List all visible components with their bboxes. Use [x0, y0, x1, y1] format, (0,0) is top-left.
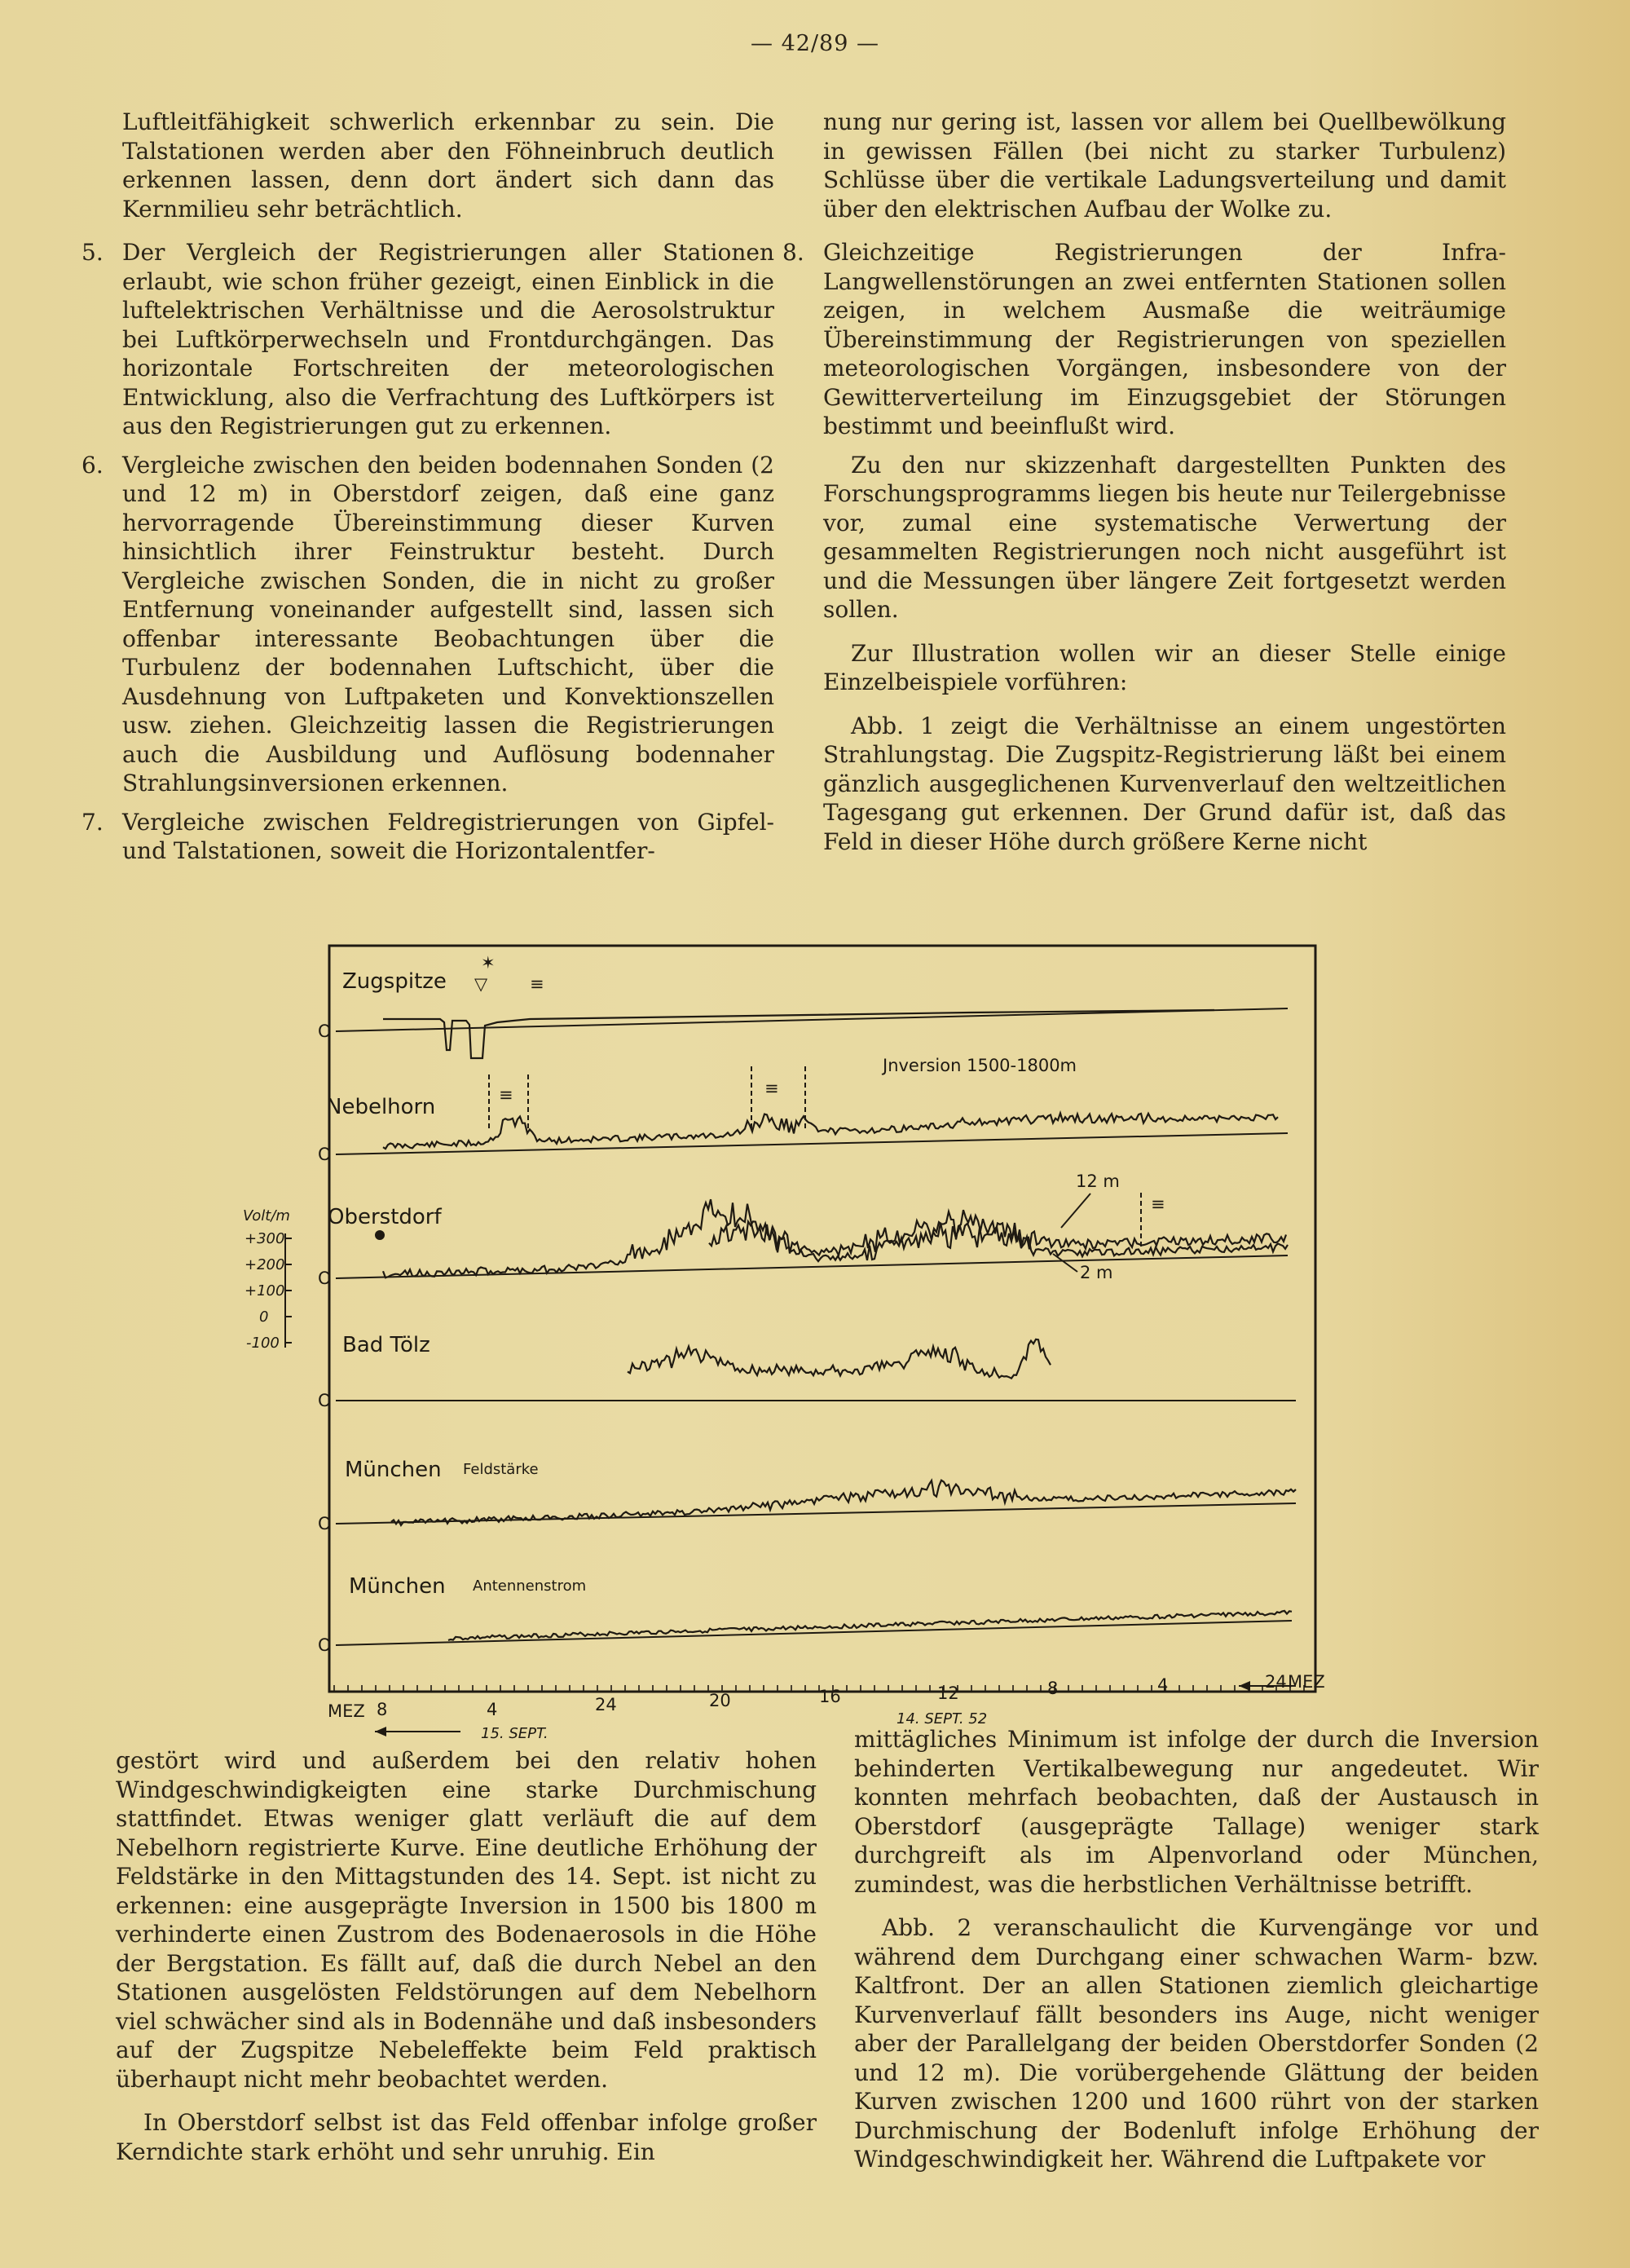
paragraph: Zur Illustration wollen wir an dieser Stelle einige Einzelbeispiele vorführen: [823, 639, 1506, 695]
list-number: 6. [82, 451, 104, 479]
x-axis-left-label: MEZ [328, 1701, 365, 1721]
paragraph-continuation: nung nur gering ist, lassen vor allem bei Quellbewölkung in gewissen Fällen (bei nicht zu starker Turbulenz) Schlüsse über die vertikale Ladungsverteilung und damit über den elektrischen Aufbau der Wolke zu. [823, 108, 1506, 223]
list-item-5 [82, 238, 774, 441]
rain-symbol [375, 1230, 385, 1240]
zero-marker: O [318, 1145, 332, 1164]
list-text: Der Vergleich der Registrierungen aller Stationen erlaubt, wie schon früher gezeigt, einen Einblick in die luftelektrischen Verhältnisse und die Aerosolstruktur bei Luftkörperwechseln und Frontdurchgängen. Das horizontale Fortschreiten der meteorologischen Entwicklung, also die Verfrachtung des Luftkörpers ist aus den Registrierungen gut zu erkennen. [122, 239, 774, 439]
x-tick-label: 24 [595, 1695, 617, 1714]
pointer-2m [1053, 1254, 1077, 1272]
list-number: 7. [82, 808, 104, 836]
date-label-15-sept: 15. SEPT. [481, 1725, 548, 1742]
page-number: — 42/89 — [751, 31, 879, 56]
y-tick-label: +100 [244, 1282, 285, 1299]
paragraph: mittägliches Minimum ist infolge der durch die Inversion behinderten Vertikalbewegung nur angedeutet. Wir konnten mehrfach beobachten, daß der Austausch in Oberstdorf (ausgeprägte Tallage) weniger stark durchgreift als im Alpenvorland oder München, zumindest, was die herbstlichen Verhältnisse betrifft. [854, 1726, 1539, 1898]
station-sublabel-antennenstrom: Antennenstrom [473, 1577, 587, 1595]
arrow-head [1239, 1681, 1250, 1691]
y-tick-label: +300 [244, 1230, 285, 1247]
list-text: Vergleiche zwischen den beiden bodennahen Sonden (2 und 12 m) in Oberstdorf zeigen, daß eine ganz hervorragende Übereinstimmung dieser Kurven hinsichtlich ihrer Feinstruktur besteht. Durch Vergleiche zwischen Sonden, die in nicht zu großer Entfernung voneinander aufgestellt sind, lassen sich offenbar interessante Beobachtungen über die Turbulenz der bodennahen Luftschicht, über die Ausdehnung von Luftpaketen und Konvektionszellen usw. ziehen. Gleichzeitig lassen die Registrierungen auch die Ausbildung und Auflösung bodennaher Strahlungsinversionen erkennen. [122, 451, 774, 796]
y-axis-unit: Volt/m [243, 1207, 290, 1224]
zero-marker: O [318, 1391, 332, 1410]
left-column-bottom [116, 1746, 817, 2181]
arrow-head [375, 1727, 386, 1736]
list-text: Gleichzeitige Registrierungen der Infra-Langwellenstörungen an zwei entfernten Stationen sollen zeigen, in welchem Ausmaße die weiträumige Übereinstimmung der Registrierungen von speziellen meteorologischen Vorgängen, insbesondere von der Gewitterverteilung im Einzugsgebiet der Störungen bestimmt und beeinflußt wird. [823, 239, 1506, 439]
right-column-top [782, 108, 1506, 871]
muenchen-antenne-trace [448, 1611, 1292, 1640]
paragraph: In Oberstdorf selbst ist das Feld offenbar infolge großer Kerndichte stark erhöht und sehr unruhig. Ein [116, 2109, 817, 2165]
date-label-14-sept: 14. SEPT. 52 [896, 1710, 988, 1727]
x-tick-label: 20 [709, 1691, 731, 1710]
paragraph: Abb. 2 veranschaulicht die Kurvengänge vor und während dem Durchgang einer schwachen Warm- bzw. Kaltfront. Der an allen Stationen ziemlich gleichartige Kurvenverlauf fällt besonders ins Auge, nicht weniger aber der Parallelgang der beiden Oberstdorfer Sonden (2 und 12 m). Die vorübergehende Glättung der beiden Kurven zwischen 1200 und 1600 rührt von der starken Durchmischung der Bodenluft infolge Erhöhung der Windgeschwindigkeit her. Während die Luftpakete vor [854, 1914, 1539, 2173]
list-item-7 [82, 808, 774, 866]
y-tick-label: -100 [246, 1335, 280, 1352]
zugspitze-trace [383, 1010, 1214, 1058]
x-tick-label: 4 [1157, 1675, 1169, 1695]
x-axis-right-label: MEZ [1288, 1672, 1325, 1692]
station-label-bad-toelz: Bad Tölz [342, 1333, 430, 1357]
paragraph: Abb. 1 zeigt die Verhältnisse an einem ungestörten Strahlungstag. Die Zugspitz-Registrierung läßt bei einem gänzlich ausgeglichenen Kurvenverlauf den weltzeitlichen Tagesgang gut erkennen. Der Grund dafür ist, daß das Feld in dieser Höhe durch größere Kerne nicht [823, 712, 1506, 855]
label-12m: 12 m [1076, 1172, 1120, 1191]
right-column-bottom [854, 1725, 1539, 2189]
fog-symbol: ≡ [1151, 1194, 1165, 1214]
muenchen-antenne-baseline [336, 1621, 1292, 1645]
paragraph-intro: Luftleitfähigkeit schwerlich erkennbar zu sein. Die Talstationen werden aber den Föhneinbruch deutlich erkennen lassen, denn dort ändert sich dann das Kernmilieu sehr beträchtlich. [122, 108, 774, 223]
list-number: 8. [782, 239, 804, 266]
label-2m: 2 m [1080, 1263, 1113, 1282]
oberstdorf-baseline [336, 1255, 1288, 1278]
station-label-oberstdorf: Oberstdorf [328, 1205, 442, 1229]
paragraph: Zu den nur skizzenhaft dargestellten Punkten des Forschungsprogramms liegen bis heute nur Teilergebnisse vor, zumal eine systematische Verwertung der gesammelten Registrierungen noch nicht ausgeführt ist und die Messungen über längere Zeit fortgesetzt werden sollen. [823, 451, 1506, 623]
x-tick-label: 16 [819, 1687, 841, 1706]
shower-symbol: ▽ [474, 974, 488, 994]
station-label-zugspitze: Zugspitze [342, 969, 447, 994]
bad-toelz-trace [628, 1339, 1051, 1379]
zero-marker: O [318, 1269, 332, 1288]
list-item-8 [782, 238, 1506, 441]
nebelhorn-baseline [336, 1133, 1288, 1154]
fog-symbol: ≡ [530, 974, 544, 994]
pointer-12m [1061, 1194, 1090, 1228]
x-tick-label: 12 [937, 1683, 959, 1703]
inversion-note: Jnversion 1500-1800m [883, 1056, 1077, 1075]
list-text: Vergleiche zwischen Feldregistrierungen von Gipfel- und Talstationen, soweit die Horizontalentfer- [122, 808, 774, 864]
y-tick-label: 0 [259, 1308, 269, 1326]
list-item-6 [82, 451, 774, 798]
list-number: 5. [82, 239, 104, 266]
left-column-top [82, 108, 774, 876]
station-sublabel-feldstaerke: Feldstärke [463, 1461, 539, 1478]
x-tick-label: 24 [1265, 1672, 1287, 1692]
muenchen-feld-trace [391, 1480, 1296, 1525]
snow-symbol: ✶ [481, 953, 496, 973]
figure-svg [236, 944, 1328, 1759]
zero-marker: O [318, 1021, 332, 1041]
station-label-nebelhorn: Nebelhorn [326, 1095, 436, 1119]
fog-symbol: ≡ [764, 1079, 779, 1098]
station-label-muenchen: München [345, 1458, 442, 1482]
figure-registrations [236, 944, 1328, 1759]
fog-symbol: ≡ [499, 1085, 513, 1105]
x-tick-label: 8 [1047, 1679, 1059, 1698]
y-tick-label: +200 [244, 1256, 285, 1273]
station-label-muenchen: München [349, 1574, 446, 1599]
x-tick-label: 8 [377, 1700, 388, 1719]
y-axis-ticks [285, 1238, 292, 1343]
x-tick-label: 4 [487, 1700, 498, 1719]
zero-marker: O [318, 1635, 332, 1655]
zugspitze-baseline [336, 1008, 1288, 1031]
zero-marker: O [318, 1514, 332, 1533]
paragraph: gestört wird und außerdem bei den relativ hohen Windgeschwindigkeigten eine starke Durchmischung stattfindet. Etwas weniger glatt verläuft die auf dem Nebelhorn registrierte Kurve. Eine deutliche Erhöhung der Feldstärke in den Mittagstunden des 14. Sept. ist nicht zu erkennen: eine ausgeprägte Inversion in 1500 bis 1800 m verhinderte einen Zustrom des Bodenaerosols in die Höhe der Bergstation. Es fällt auf, daß die durch Nebel an den Stationen ausgelösten Feldstörungen auf dem Nebelhorn viel schwächer sind als in Bodennähe und daß insbesonders auf der Zugspitze Nebeleffekte beim Feld praktisch überhaupt nicht mehr beobachtet werden. [116, 1747, 817, 2093]
